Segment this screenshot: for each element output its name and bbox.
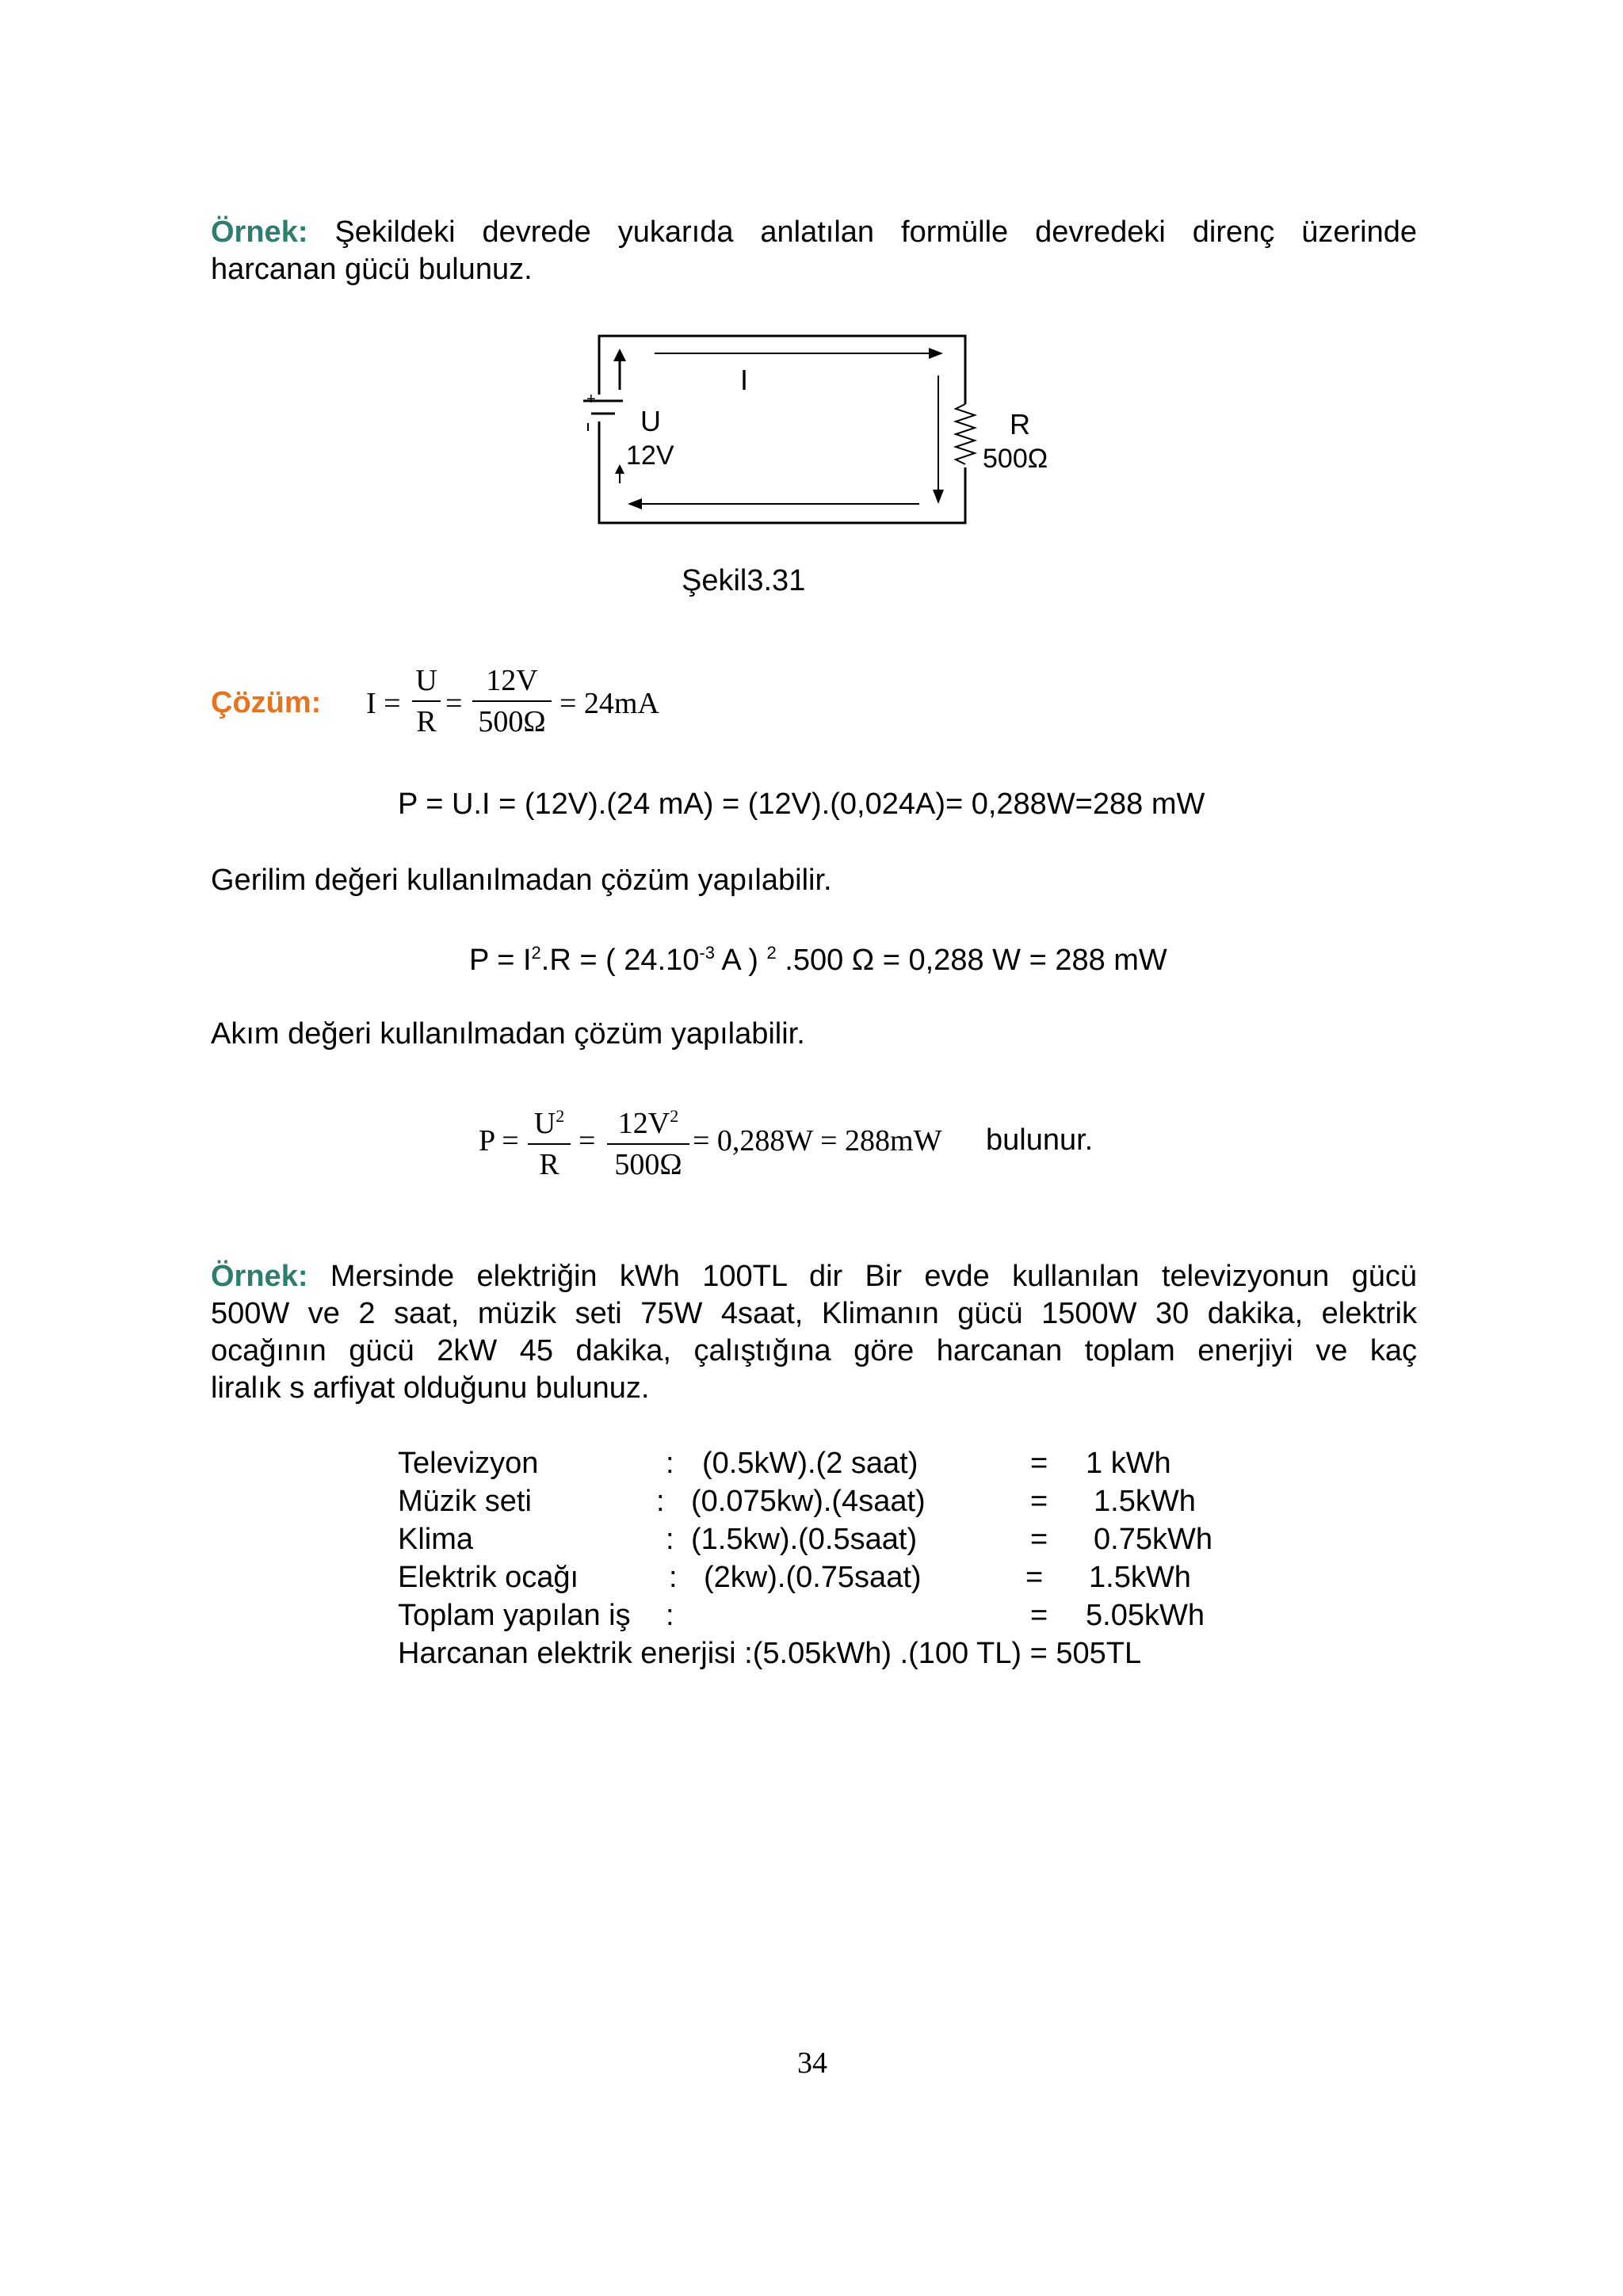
current-arrow-right — [933, 376, 944, 504]
row-eq: = — [1030, 1599, 1048, 1632]
page-number: 34 — [797, 2046, 827, 2080]
row-result: 0.75kWh — [1094, 1523, 1212, 1556]
eq4-frac1-num: U — [533, 1107, 556, 1140]
eq4-lhs: P = — [479, 1124, 519, 1158]
row-item: Müzik seti — [398, 1485, 532, 1518]
eq3-part3: A ) — [714, 944, 767, 977]
row-eq: = — [1030, 1447, 1048, 1480]
example1-paragraph — [211, 214, 1417, 288]
row-item: Televizyon — [398, 1447, 539, 1480]
current-arrow-top — [655, 348, 943, 359]
row-eq: = — [1025, 1561, 1044, 1594]
note-voltage: Gerilim değeri kullanılmadan çözüm yapılabilir. — [211, 864, 832, 897]
row-eq: = — [1030, 1523, 1048, 1556]
source-label: U — [640, 405, 661, 437]
circuit-diagram — [555, 325, 1062, 618]
example1-line1 — [211, 214, 1417, 251]
current-label: I — [740, 364, 749, 396]
eq1-frac2-den: 500Ω — [478, 705, 546, 738]
example2-line2: 500W ve 2 saat, müzik seti 75W 4saat, Klimanın gücü 1500W 30 dakika, elektrik — [211, 1297, 1417, 1330]
row-result: 5.05kWh — [1086, 1599, 1205, 1632]
eq3-part2: .R = ( 24.10 — [540, 944, 700, 977]
eq4-frac1-den: R — [539, 1148, 559, 1181]
eq3-sup2: -3 — [699, 943, 715, 963]
row-item: Klima — [398, 1523, 474, 1556]
eq3-part1: P = I — [469, 944, 532, 977]
example1-text: Şekildeki devrede yukarıda anlatılan formülle devredeki direnç üzerinde — [334, 215, 1418, 249]
plus-sign: + — [586, 391, 596, 408]
eq1-frac2-num: 12V — [486, 664, 538, 697]
eq4-frac2-den: 500Ω — [614, 1148, 682, 1181]
row-calc: (0.075kw).(4saat) — [691, 1485, 926, 1518]
eq1-eq: = — [445, 687, 463, 720]
row-result: 1.5kWh — [1094, 1485, 1196, 1518]
row-item: Toplam yapılan iş — [398, 1599, 631, 1632]
example1-line2: harcanan gücü bulunuz. — [211, 253, 533, 286]
eq3-power — [469, 943, 1167, 978]
eq1-frac1-den: R — [416, 705, 437, 738]
eq1-frac1-num: U — [415, 664, 437, 697]
voltage-arrow-top — [613, 349, 626, 390]
row-calc: (2kw).(0.75saat) — [704, 1561, 922, 1594]
row-eq: = — [1030, 1485, 1048, 1518]
eq4-suffix: bulunur. — [986, 1123, 1094, 1157]
row-colon: : — [656, 1485, 665, 1518]
example2-line3: ocağının gücü 2kW 45 dakika, çalıştığına göre harcanan toplam enerjiyi ve kaç — [211, 1334, 1417, 1367]
resistor-value: 500Ω — [983, 444, 1048, 474]
table-total-line: Harcanan elektrik enerjisi :(5.05kWh) .(100 TL) = 505TL — [398, 1637, 1142, 1670]
example2-label: Örnek: — [211, 1260, 308, 1293]
eq3-sup3: 2 — [766, 943, 777, 963]
eq4-frac2-sup: 2 — [670, 1106, 679, 1126]
voltage-arrow-bottom — [615, 464, 624, 483]
row-calc: (0.5kW).(2 saat) — [702, 1447, 918, 1480]
example-label: Örnek: — [211, 215, 308, 249]
eq3-sup1: 2 — [531, 943, 541, 963]
row-colon: : — [666, 1447, 674, 1480]
row-colon: : — [666, 1599, 674, 1632]
eq4-result: = 0,288W = 288mW — [693, 1124, 942, 1158]
row-result: 1.5kWh — [1089, 1561, 1191, 1594]
eq1-result: = 24mA — [559, 687, 659, 720]
row-colon: : — [669, 1561, 678, 1594]
example2-line1-text: Mersinde elektriğin kWh 100TL dir Bir evde kullanılan televizyonun gücü — [330, 1260, 1417, 1293]
example2-paragraph — [211, 1258, 1417, 1407]
resistor-label: R — [1010, 408, 1030, 441]
eq4-frac2-num: 12V — [617, 1107, 670, 1140]
note-current: Akım değeri kullanılmadan çözüm yapılabilir. — [211, 1017, 805, 1051]
current-arrow-bottom — [628, 498, 919, 509]
example2-line4: liralık s arfiyat olduğunu bulunuz. — [211, 1371, 650, 1405]
eq1-fraction-1 — [412, 666, 441, 737]
eq3-part4: .500 Ω = 0,288 W = 288 mW — [776, 944, 1167, 977]
eq1-lhs: I = — [366, 687, 401, 720]
eq1-fraction-2 — [472, 666, 552, 737]
row-result: 1 kWh — [1086, 1447, 1171, 1480]
eq4-fraction-1 — [528, 1101, 571, 1180]
row-calc: (1.5kw).(0.5saat) — [691, 1523, 918, 1556]
eq4-eq: = — [579, 1124, 596, 1158]
row-item: Elektrik ocağı — [398, 1561, 579, 1594]
solution-label: Çözüm: — [211, 686, 322, 719]
eq2-power: P = U.I = (12V).(24 mA) = (12V).(0,024A)= 0,288W=288 mW — [398, 788, 1205, 821]
example2-line1 — [211, 1258, 1417, 1295]
eq4-fraction-2 — [607, 1101, 689, 1180]
source-value: 12V — [626, 441, 674, 471]
eq4-frac1-sup: 2 — [556, 1106, 565, 1126]
figure-caption: Şekil3.31 — [682, 564, 806, 597]
row-colon: : — [666, 1523, 674, 1556]
